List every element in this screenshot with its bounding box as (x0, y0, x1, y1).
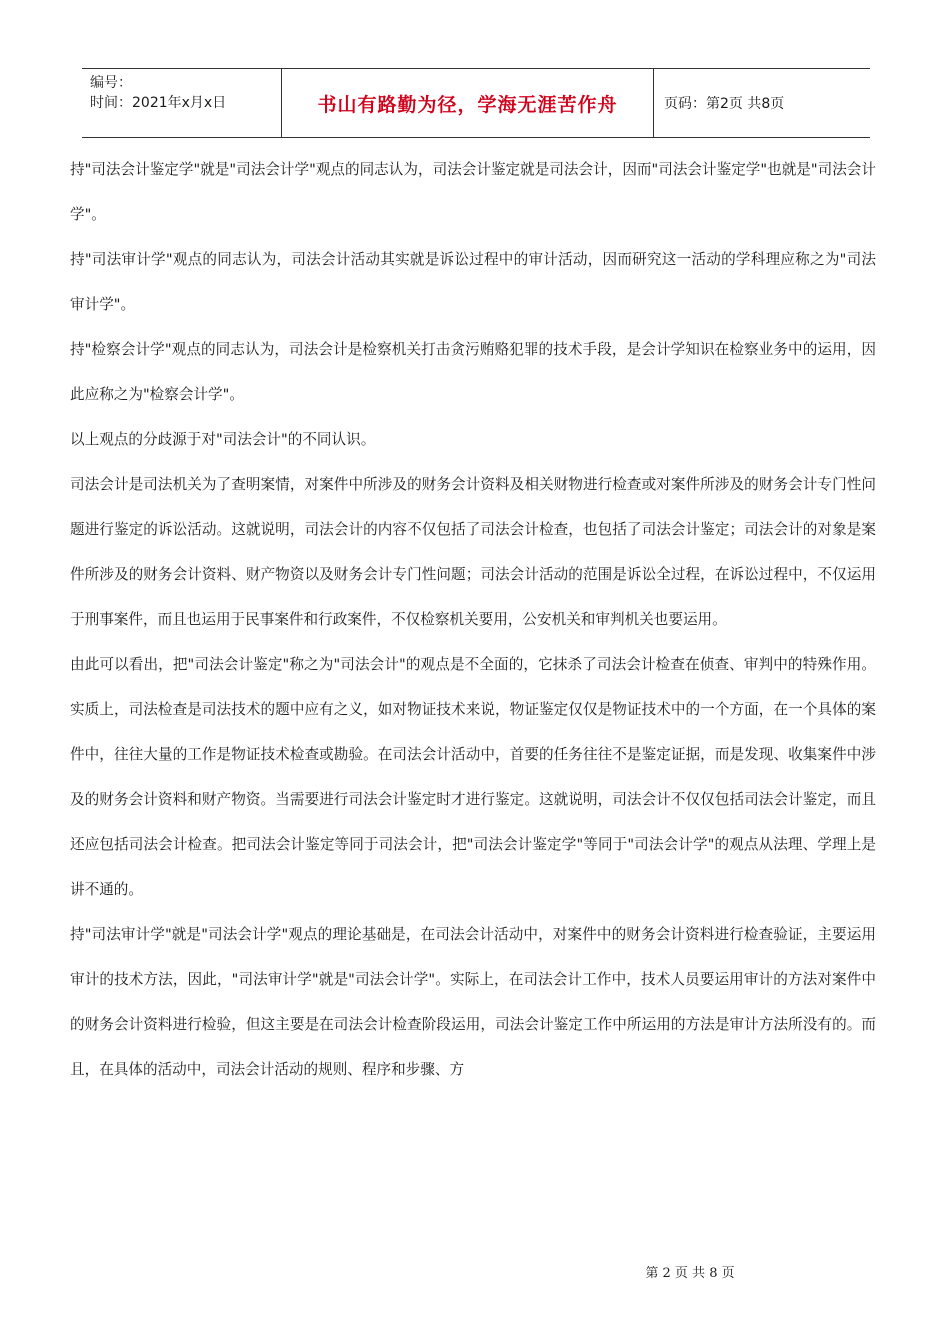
document-time-label: 时间：2021年x月x日 (90, 95, 227, 111)
paragraph: 持"司法审计学"观点的同志认为，司法会计活动其实就是诉讼过程中的审计活动，因而研究这一活动的学科理应称之为"司法审计学"。 (70, 251, 876, 313)
paragraph: 以上观点的分歧源于对"司法会计"的不同认识。 (70, 431, 376, 448)
document-number-label: 编号： (90, 75, 132, 91)
page-footer: 第 2 页 共 8 页 (645, 1266, 735, 1281)
header-motto: 书山有路勤为径，学海无涯苦作舟 (317, 93, 618, 116)
paragraph: 持"司法审计学"就是"司法会计学"观点的理论基础是，在司法会计活动中，对案件中的财务会计资料进行检查验证，主要运用审计的技术方法，因此，"司法审计学"就是"司法会计学"。实际上，在司法会计工作中，技术人员要运用审计的方法对案件中的财务会计资料进行检验，但这主要是在司法会计检查阶段运用，司法会计鉴定工作中所运用的方法是审计方法所没有的。而且，在具体的活动中，司法会计活动的规则、程序和步骤、方 (70, 926, 876, 1078)
paragraph: 持"检察会计学"观点的同志认为，司法会计是检察机关打击贪污贿赂犯罪的技术手段，是会计学知识在检察业务中的运用，因此应称之为"检察会计学"。 (70, 341, 876, 403)
paragraph: 持"司法会计鉴定学"就是"司法会计学"观点的同志认为，司法会计鉴定就是司法会计，因而"司法会计鉴定学"也就是"司法会计学"。 (70, 161, 876, 223)
document-body (70, 147, 876, 1092)
header-page-info-cell (654, 69, 870, 137)
paragraph: 由此可以看出，把"司法会计鉴定"称之为"司法会计"的观点是不全面的，它抹杀了司法会计检查在侦查、审判中的特殊作用。实质上，司法检查是司法技术的题中应有之义，如对物证技术来说，物证鉴定仅仅是物证技术中的一个方面，在一个具体的案件中，往往大量的工作是物证技术检查或勘验。在司法会计活动中，首要的任务往往不是鉴定证据，而是发现、收集案件中涉及的财务会计资料和财产物资。当需要进行司法会计鉴定时才进行鉴定。这就说明，司法会计不仅仅包括司法会计鉴定，而且还应包括司法会计检查。把司法会计鉴定等同于司法会计，把"司法会计鉴定学"等同于"司法会计学"的观点从法理、学理上是讲不通的。 (70, 656, 876, 898)
page-header (82, 68, 870, 138)
header-motto-cell (282, 69, 654, 137)
paragraph: 司法会计是司法机关为了查明案情，对案件中所涉及的财务会计资料及相关财物进行检查或对案件所涉及的财务会计专门性问题进行鉴定的诉讼活动。这就说明，司法会计的内容不仅包括了司法会计检查，也包括了司法会计鉴定；司法会计的对象是案件所涉及的财务会计资料、财产物资以及财务会计专门性问题；司法会计活动的范围是诉讼全过程，在诉讼过程中，不仅运用于刑事案件，而且也运用于民事案件和行政案件，不仅检察机关要用，公安机关和审判机关也要运用。 (70, 476, 876, 628)
header-page-info: 页码：第2页 共8页 (664, 96, 785, 112)
header-meta (82, 69, 282, 137)
